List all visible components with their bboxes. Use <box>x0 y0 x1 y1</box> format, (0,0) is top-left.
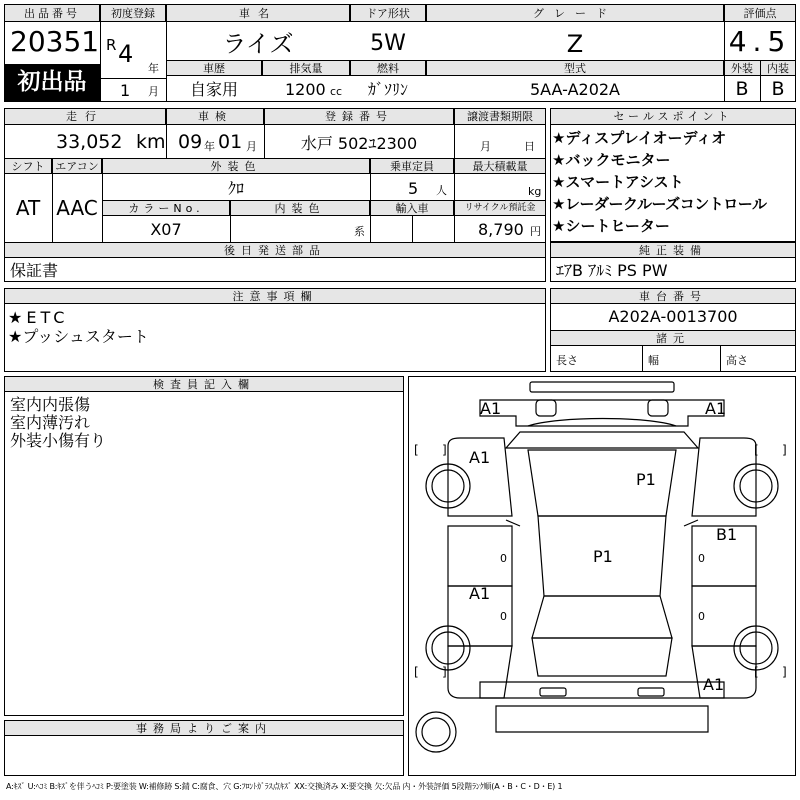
dims-height-label: 高さ <box>726 354 748 367</box>
transfer-day-unit: 日 <box>524 140 535 153</box>
grade-label: グレード <box>533 7 617 20</box>
inspector-label: 検査員記入欄 <box>153 378 255 391</box>
damage-mark: 0 <box>698 552 705 565</box>
note-item: ★プッシュスタート <box>8 327 149 346</box>
damage-mark: A1 <box>703 675 725 694</box>
sales-point-item: ★ディスプレイオーディオ <box>552 129 727 147</box>
load-unit: kg <box>528 185 542 198</box>
ac-value: AAC <box>56 196 98 220</box>
first-reg-label: 初度登録 <box>111 7 155 20</box>
transfer-label: 譲渡書類期限 <box>467 110 533 123</box>
damage-mark: A1 <box>480 399 502 418</box>
int-color-label: 内装色 <box>274 202 326 215</box>
damage-mark: 0 <box>500 610 507 623</box>
mileage-value: 33,052 <box>56 131 123 153</box>
sales-point-item: ★スマートアシスト <box>552 173 684 191</box>
damage-mark: 0 <box>698 610 705 623</box>
inspector-line: 室内内張傷 <box>10 395 91 414</box>
import-label: 輸入車 <box>395 202 429 215</box>
sales-points-label: セールスポイント <box>613 110 733 123</box>
capacity-unit: 人 <box>436 184 447 197</box>
capacity-value: 5 <box>408 179 419 198</box>
lot-no-label: 出品番号 <box>24 7 80 20</box>
year-unit: 年 <box>148 62 159 75</box>
grade-value: Z <box>566 30 584 58</box>
inspector-line: 室内薄汚れ <box>10 413 91 432</box>
shift-value: AT <box>15 196 41 220</box>
notes-label: 注意事項欄 <box>232 290 318 303</box>
damage-mark: A1 <box>469 448 491 467</box>
mileage-label: 走行 <box>66 110 104 123</box>
office-label: 事務局よりご案内 <box>136 722 272 735</box>
svg-text:[: [ <box>754 443 759 457</box>
chassis-label: 車台番号 <box>639 290 707 303</box>
sales-point-item: ★レーダークルーズコントロール <box>552 195 767 213</box>
damage-mark: 0 <box>500 552 507 565</box>
reg-year: 4 <box>118 40 134 68</box>
damage-mark: A1 <box>469 584 491 603</box>
damage-mark: B1 <box>716 525 738 544</box>
recycle-value: 8,790 <box>478 220 524 239</box>
ac-label: エアコン <box>55 160 99 173</box>
lot-number: 20351 <box>10 25 100 58</box>
history-label: 車歴 <box>203 62 225 75</box>
displacement-label: 排気量 <box>289 62 323 75</box>
inspection-month: 01 <box>218 131 243 153</box>
interior-score: B <box>771 78 785 100</box>
transfer-month-unit: 月 <box>480 140 491 153</box>
svg-text:]: ] <box>782 665 787 679</box>
chassis-value: A202A-0013700 <box>608 307 738 326</box>
dims-length-label: 長さ <box>556 354 578 367</box>
reg-month: 1 <box>120 81 131 100</box>
displacement-value: 1200 <box>285 80 326 99</box>
later-parts-label: 後日発送部品 <box>224 244 326 257</box>
svg-text:]: ] <box>782 443 787 457</box>
door-value: 5W <box>370 31 406 56</box>
model-value: 5AA-A202A <box>529 80 620 99</box>
recycle-unit: 円 <box>530 225 541 238</box>
legend-text: A:ｷｽﾞ U:ﾍｺﾐ B:ｷｽﾞを伴うﾍｺﾐ P:要塗装 W:補修跡 S:錆 C:腐食、穴 G:ﾌﾛﾝﾄｶﾞﾗｽ点ｷｽﾞ XX:交換済み X:要交換 欠:欠品 内・外装評価 5段階ﾗﾝｸ順(A・B・C・D・E) 1 <box>6 782 563 791</box>
interior-label: 内装 <box>767 62 789 75</box>
car-name: ライズ <box>222 30 294 58</box>
genuine-label: 純正装備 <box>639 244 707 257</box>
plate-value: 水戸 502ﾕ2300 <box>300 134 418 153</box>
car-damage-diagram <box>408 376 796 776</box>
later-parts-value: 保証書 <box>10 261 59 280</box>
door-label: ドア形状 <box>366 7 410 20</box>
svg-text:[: [ <box>754 665 759 679</box>
dims-label: 諸元 <box>656 332 690 345</box>
damage-mark: A1 <box>705 399 727 418</box>
svg-text:[: [ <box>414 443 419 457</box>
damage-mark: P1 <box>636 470 656 489</box>
inspection-month-unit: 月 <box>246 140 257 153</box>
inspection-label: 車検 <box>198 110 232 123</box>
int-color-unit: 系 <box>354 225 365 238</box>
svg-text:[: [ <box>414 665 419 679</box>
note-item: ★ETC <box>8 308 69 327</box>
inspector-line: 外装小傷有り <box>10 431 107 450</box>
car-name-label: 車名 <box>239 7 277 20</box>
plate-label: 登録番号 <box>325 110 393 123</box>
sales-point-item: ★シートヒーター <box>552 217 670 235</box>
color-no-label: カラーNo. <box>128 202 204 215</box>
damage-mark: P1 <box>593 547 613 566</box>
color-no-value: X07 <box>150 220 182 239</box>
history-value: 自家用 <box>189 80 238 99</box>
shift-label: シフト <box>11 160 45 173</box>
color-label: 外装色 <box>210 160 262 173</box>
inspection-year-unit: 年 <box>204 140 215 153</box>
month-unit: 月 <box>148 85 159 98</box>
score-value: 4.5 <box>728 25 792 58</box>
exterior-score: B <box>735 78 749 100</box>
genuine-value: ｴｱB ｱﾙﾐ PS PW <box>556 261 668 280</box>
sales-point-item: ★バックモニター <box>552 151 671 169</box>
inspection-year: 09 <box>178 131 203 153</box>
load-label: 最大積載量 <box>472 160 528 173</box>
dims-width-label: 幅 <box>648 354 659 367</box>
capacity-label: 乗車定員 <box>390 160 434 173</box>
displacement-unit: cc <box>330 85 343 98</box>
fuel-value: ｶﾞｿﾘﾝ <box>367 80 408 99</box>
era: R <box>106 36 117 54</box>
svg-text:]: ] <box>442 665 447 679</box>
color-value: ｸﾛ <box>227 179 244 198</box>
exterior-label: 外装 <box>731 62 753 75</box>
mileage-unit: km <box>136 131 166 153</box>
score-label: 評価点 <box>743 7 777 20</box>
svg-text:]: ] <box>442 443 447 457</box>
first-listing-text: 初出品 <box>17 69 87 95</box>
recycle-label: リサイクル預託金 <box>464 203 536 213</box>
model-label: 型式 <box>564 62 586 75</box>
fuel-label: 燃料 <box>377 62 399 75</box>
